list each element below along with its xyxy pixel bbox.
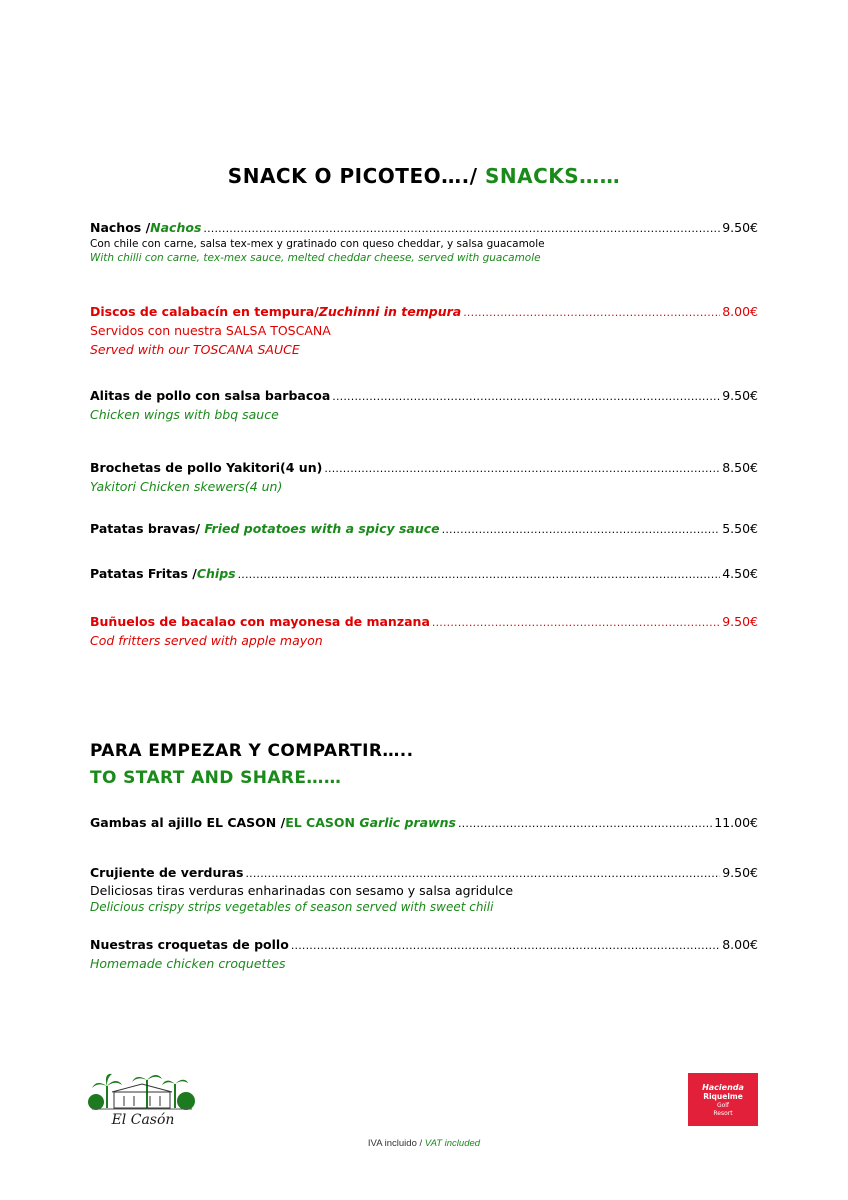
item-description-en: Delicious crispy strips vegetables of season served with sweet chili <box>90 900 494 914</box>
leader-dots <box>332 390 720 403</box>
item-name: Nachos /Nachos <box>90 220 202 235</box>
menu-item-garlic-prawns <box>90 815 758 830</box>
item-price: 8.00€ <box>722 937 758 952</box>
item-price: 11.00€ <box>714 815 758 830</box>
item-name: Nuestras croquetas de pollo <box>90 937 289 952</box>
leader-dots <box>463 306 720 319</box>
item-name: Buñuelos de bacalao con mayonesa de manzana <box>90 614 430 629</box>
leader-dots <box>442 523 721 536</box>
item-name: Patatas bravas/ Fried potatoes with a spicy sauce <box>90 521 440 536</box>
leader-dots <box>245 867 720 880</box>
title-english: SNACKS…… <box>484 164 621 188</box>
section-heading-starters <box>90 738 414 792</box>
leader-dots <box>324 462 720 475</box>
menu-item-patatas-fritas <box>90 566 758 581</box>
logo-text-golf: Golf <box>716 1102 730 1109</box>
section-title-en: TO START AND SHARE…… <box>90 768 342 788</box>
palm-trees-icon <box>88 1068 198 1130</box>
menu-item-cod-fritters <box>90 614 758 648</box>
leader-dots <box>238 568 721 581</box>
el-cason-logo <box>88 1068 198 1130</box>
leader-dots <box>458 817 712 830</box>
item-price: 9.50€ <box>722 614 758 629</box>
menu-item-patatas-bravas <box>90 521 758 536</box>
item-name: Gambas al ajillo EL CASON /EL CASON Garlic prawns <box>90 815 456 830</box>
leader-dots <box>432 616 720 629</box>
item-name: Alitas de pollo con salsa barbacoa <box>90 388 331 403</box>
menu-item-yakitori <box>90 460 758 494</box>
hacienda-riquelme-logo <box>688 1073 758 1126</box>
menu-item-croquettes <box>90 937 758 971</box>
logo-text-riquelme: Riquelme <box>703 1092 743 1101</box>
menu-item-zucchini <box>90 304 758 357</box>
item-description-en: Cod fritters served with apple mayon <box>90 633 323 648</box>
vat-note: IVA incluido / VAT included <box>367 1138 481 1149</box>
leader-dots <box>291 939 720 952</box>
item-price: 4.50€ <box>722 566 758 581</box>
item-name: Discos de calabacín en tempura/Zuchinni in tempura <box>90 304 462 319</box>
item-price: 5.50€ <box>722 521 758 536</box>
item-description-en: With chilli con carne, tex-mex sauce, melted cheddar cheese, served with guacamole <box>90 252 541 264</box>
el-cason-logo-text: El Casón <box>111 1112 175 1128</box>
page-title <box>0 164 848 188</box>
menu-item-chicken-wings <box>90 388 758 422</box>
item-description-es: Servidos con nuestra SALSA TOSCANA <box>90 323 331 338</box>
item-description-es: Deliciosas tiras verduras enharinadas con sesamo y salsa agridulce <box>90 883 514 898</box>
item-price: 9.50€ <box>722 865 758 880</box>
menu-item-nachos <box>90 220 758 264</box>
item-name: Patatas Fritas /Chips <box>90 566 236 581</box>
logo-text-resort: Resort <box>713 1110 733 1117</box>
item-price: 8.50€ <box>722 460 758 475</box>
item-price: 9.50€ <box>722 388 758 403</box>
item-description-es: Con chile con carne, salsa tex-mex y gratinado con queso cheddar, y salsa guacamole <box>90 238 545 250</box>
item-description-en: Chicken wings with bbq sauce <box>90 407 279 422</box>
item-description-en: Yakitori Chicken skewers(4 un) <box>90 479 283 494</box>
menu-item-crispy-vegetables <box>90 865 758 914</box>
item-description-en: Served with our TOSCANA SAUCE <box>90 342 300 357</box>
item-name: Crujiente de verduras <box>90 865 244 880</box>
item-price: 8.00€ <box>722 304 758 319</box>
section-title-es: PARA EMPEZAR Y COMPARTIR….. <box>90 741 414 761</box>
logo-text-hacienda: Hacienda <box>702 1083 744 1092</box>
item-description-en: Homemade chicken croquettes <box>90 956 286 971</box>
title-spanish: SNACK O PICOTEO…./ <box>227 164 478 188</box>
item-price: 9.50€ <box>722 220 758 235</box>
leader-dots <box>203 222 720 235</box>
item-name: Brochetas de pollo Yakitori(4 un) <box>90 460 323 475</box>
